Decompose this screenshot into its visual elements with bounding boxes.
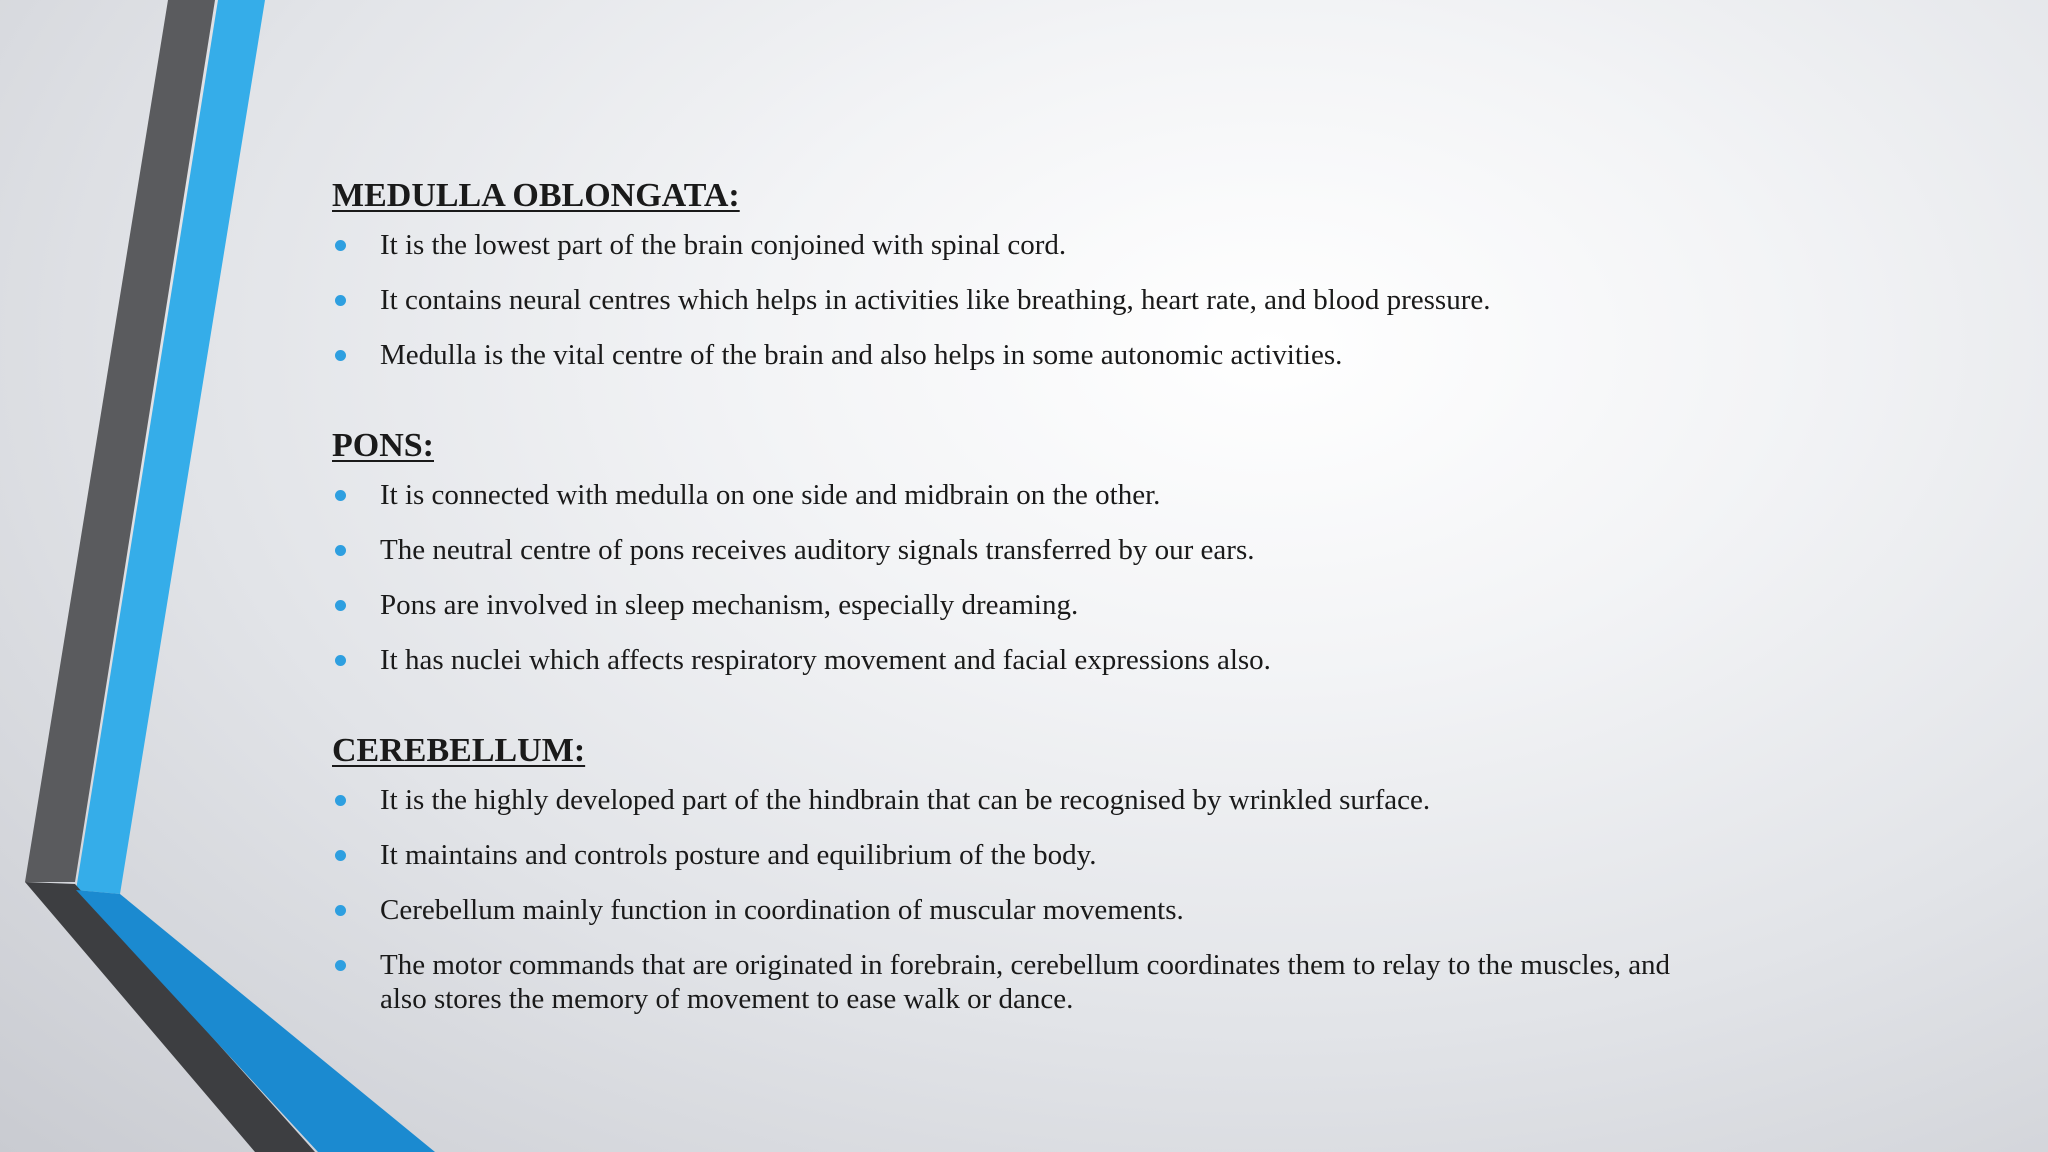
section-pons: [332, 422, 1712, 677]
section-medulla-oblongata: [332, 172, 1712, 372]
bullet-text: The motor commands that are originated in forebrain, cerebellum coordinates them to relay to the muscles, and also stores the memory of movement to ease walk or dance.: [380, 949, 1671, 1015]
list-item: [332, 338, 1712, 372]
bullet-dot-icon: [335, 655, 346, 666]
bullet-dot-icon: [335, 350, 346, 361]
list-item: [332, 893, 1712, 927]
bullet-dot-icon: [335, 295, 346, 306]
bullet-text: It contains neural centres which helps in activities like breathing, heart rate, and blood pressure.: [380, 284, 1491, 316]
section-title: MEDULLA OBLONGATA:: [332, 177, 740, 214]
bullet-list: [332, 478, 1712, 677]
section-title: PONS:: [332, 427, 434, 464]
bullet-text: It is the highly developed part of the hindbrain that can be recognised by wrinkled surface.: [380, 784, 1431, 816]
bullet-dot-icon: [335, 490, 346, 501]
list-item: [332, 838, 1712, 872]
bullet-list: [332, 783, 1712, 1016]
bullet-text: The neutral centre of pons receives auditory signals transferred by our ears.: [380, 534, 1255, 566]
bullet-text: Cerebellum mainly function in coordination of muscular movements.: [380, 894, 1184, 926]
bullet-text: It is the lowest part of the brain conjoined with spinal cord.: [380, 229, 1067, 261]
bullet-dot-icon: [335, 960, 346, 971]
dark-lower-stripe: [25, 882, 315, 1152]
list-item: [332, 283, 1712, 317]
slide-content: [332, 172, 1712, 1066]
list-item: [332, 783, 1712, 817]
bullet-list: [332, 228, 1712, 372]
bullet-text: It is connected with medulla on one side and midbrain on the other.: [380, 479, 1161, 511]
section-title: CEREBELLUM:: [332, 732, 586, 769]
bullet-text: It has nuclei which affects respiratory movement and facial expressions also.: [380, 644, 1271, 676]
list-item: [332, 643, 1712, 677]
list-item: [332, 948, 1712, 1016]
bullet-dot-icon: [335, 545, 346, 556]
section-cerebellum: [332, 727, 1712, 1016]
bullet-dot-icon: [335, 905, 346, 916]
bullet-text: Pons are involved in sleep mechanism, especially dreaming.: [380, 589, 1079, 621]
bullet-dot-icon: [335, 850, 346, 861]
list-item: [332, 588, 1712, 622]
bullet-dot-icon: [335, 240, 346, 251]
bullet-text: Medulla is the vital centre of the brain and also helps in some autonomic activities.: [380, 339, 1343, 371]
bullet-dot-icon: [335, 600, 346, 611]
list-item: [332, 533, 1712, 567]
list-item: [332, 228, 1712, 262]
bullet-dot-icon: [335, 795, 346, 806]
list-item: [332, 478, 1712, 512]
bullet-text: It maintains and controls posture and equilibrium of the body.: [380, 839, 1097, 871]
